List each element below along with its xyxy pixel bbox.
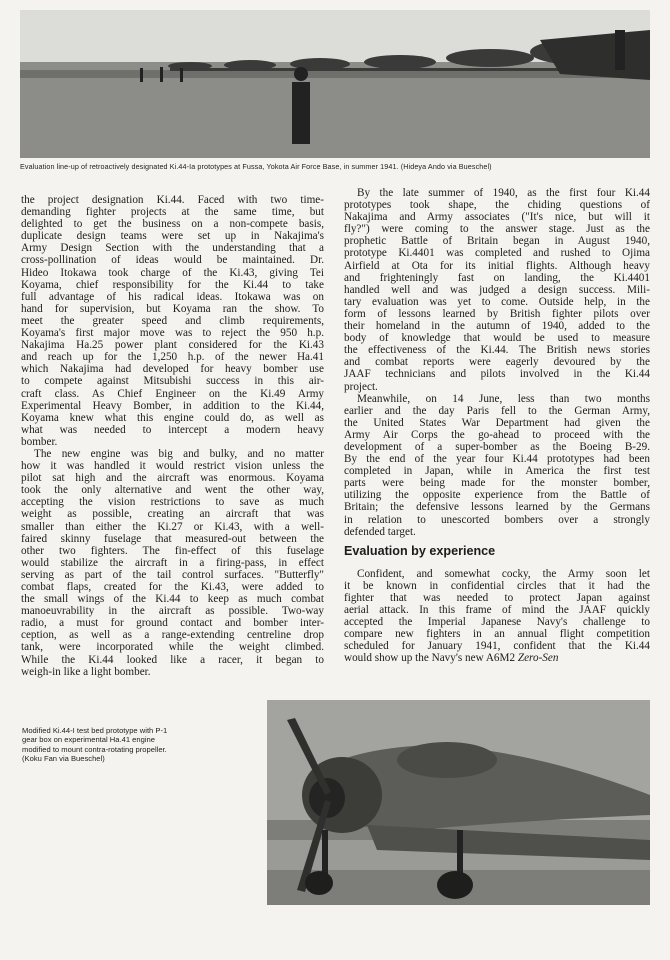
text-line: ception, as well as a range-extending centreline drop: [21, 629, 324, 642]
text-line: their homeland in the autumn of 1940, added to the: [344, 320, 650, 333]
text-line: prophetic Battle of Britain began in August 1940,: [344, 235, 650, 248]
text-line: JAAF technicians and pilots involved in the Ki.44: [344, 368, 650, 381]
caption-line: modified to mount contra-rotating propeller.: [22, 744, 167, 754]
text-line: faired skinny fuselage that measured-out between the: [21, 532, 324, 545]
text-line: defended target.: [344, 525, 416, 538]
text-line: hand for supervision, but Koyama ran the show. To: [21, 302, 324, 315]
text-line: would stabilize the aircraft in a firing-pass, in effect: [21, 556, 324, 569]
text-line: accepting the vision restrictions to save as much: [21, 496, 324, 509]
text-line: delighted to get the business on a non-compete basis,: [21, 218, 324, 231]
text-line: prototypes took shape, the chiding questions of: [344, 199, 650, 212]
text-line: Britain; the defensive lessons learned by the Germans: [344, 501, 650, 514]
text-line: craft class. As Chief Engineer on the Ki.49 Army: [21, 387, 324, 400]
text-line: completed in Japan, while in America the first test: [344, 465, 650, 478]
text-line: and frighteningly fast on landing, the Ki.4401: [344, 271, 650, 284]
text-line: By the end of the year four Ki.44 prototypes had been: [344, 453, 650, 466]
text-line: fly?") were coming to the answer stage. Just as the: [344, 223, 650, 236]
text-line: duplicate design teams were set up in Nakajima's: [21, 230, 324, 243]
text-line: parts were being made for the monster bomber,: [344, 477, 650, 490]
aircraft-prototype-illustration: [267, 700, 650, 905]
text-line: the effectiveness of the Ki.44. The British news stories: [344, 344, 650, 357]
text-line: scheduled for January 1941, confident that the Ki.44: [344, 640, 650, 653]
text-line: Koyama, chief responsibility for the Ki.44 to take: [21, 278, 324, 291]
text-line: to compete against Mitsubishi success in this air-: [21, 375, 324, 388]
text-line: project.: [344, 380, 378, 393]
text-line: Army Air Corps the go-ahead to proceed with the: [344, 428, 650, 441]
text-line: tary evaluation was yet to come. Outside help, in the: [344, 295, 650, 308]
text-line: Army Design Section with the understanding that a: [21, 242, 324, 255]
text-line: Airfield at Ota for its initial flights. Although heavy: [344, 259, 650, 272]
caption-line: gear box on experimental Ha.41 engine: [22, 735, 155, 745]
text-line: meet the greater speed and climb requirements,: [21, 314, 324, 327]
text-line: and reach up for the 1,250 h.p. of the newer Ha.41: [21, 351, 324, 364]
italic-term: Zero-Sen: [517, 652, 559, 665]
text-line: Nakajima and Army associates ("It's nice, but will it: [344, 211, 650, 224]
left-text-column: [21, 194, 324, 678]
section-heading: Evaluation by experience: [344, 543, 496, 558]
text-line: demanding fighter projects at the same time, but: [21, 206, 324, 219]
text-line: tank, were incorporated while the weight climbed.: [21, 641, 324, 654]
text-line: While the Ki.44 looked like a racer, it began to: [21, 653, 324, 666]
text-line: smaller than either the Ki.27 or Ki.43, with a well-: [21, 520, 324, 533]
text-line: Hideo Itokawa took charge of the Ki.43, giving Tei: [21, 266, 324, 279]
text-line: the United States War Department had given the: [344, 416, 650, 429]
text-line: aerial attack. In this frame of mind the JAAF quickly: [344, 604, 650, 616]
text-line: weight as possible, creating an aircraft that was: [21, 508, 324, 521]
aircraft-lineup-illustration: [20, 10, 650, 158]
text-line: development of a super-bomber as the Boeing B-29.: [344, 440, 650, 453]
top-photo: [20, 10, 650, 158]
text-line: cross-pollination of ideas would be maintained. Dr.: [21, 254, 324, 267]
text-line: earlier and the day Paris fell to the German Army,: [344, 404, 650, 417]
text-line: which Nakajima had developed for heavy bomber use: [21, 363, 324, 376]
bottom-photo-caption: [22, 726, 262, 764]
caption-line: (Koku Fan via Bueschel): [22, 754, 105, 764]
text-line: Koyama knew what this engine could do, as well as: [21, 411, 324, 424]
text-line: radio, a must for ground contact and bomber inter-: [21, 617, 324, 630]
text-line-part: would show up the Navy's new A6M2: [344, 652, 518, 665]
text-line: full advantage of his radical ideas. Itokawa was on: [21, 290, 324, 303]
text-line: body of knowledge that would be used to measure: [344, 332, 650, 345]
text-line: in relation to unescorted bombers over a strongly: [344, 513, 650, 526]
text-line: the small wings of the Ki.44 to keep as much combat: [21, 593, 324, 606]
text-line: serving as part of the tail control surfaces. "Butterfly": [21, 568, 324, 581]
text-line: [344, 652, 650, 664]
text-line: manoeuvrability in the aircraft as possible. Two-way: [21, 605, 324, 618]
text-line: Koyama's first major move was to reject the 950 h.p.: [21, 327, 324, 340]
text-line: Confident, and somewhat cocky, the Army soon let: [357, 567, 650, 580]
right-text-column: [344, 187, 650, 664]
text-line: Nakajima Ha.25 power plant considered for the Ki.43: [21, 339, 324, 352]
text-line: pilot sat high and the aircraft was enormous. Koyama: [21, 472, 324, 485]
text-line: compare new fighters in an annual flight competition: [344, 628, 650, 641]
text-line: accepted the Imperial Japanese Navy's challenge to: [344, 616, 650, 629]
text-line: The new engine was big and bulky, and no matter: [34, 447, 324, 460]
text-line: bomber.: [21, 435, 58, 448]
text-line: weigh-in like a light bomber.: [21, 665, 151, 678]
text-line: it be known in confidential circles that it had the: [344, 579, 650, 592]
text-line: prototype Ki.4401 was completed and rushed to Ojima: [344, 247, 650, 260]
text-line: and combat reports were eagerly devoured by the: [344, 356, 650, 369]
text-line: combat flaps, created for the Ki.43, were added to: [21, 581, 324, 593]
text-line: form of lessons learned by British fighter pilots over: [344, 307, 650, 320]
text-line: how it was handled it would restrict vision unless the: [21, 460, 324, 473]
text-line: utilizing the opposite experience from the Battle of: [344, 489, 650, 502]
bottom-photo: [267, 700, 650, 905]
text-line: fighter that was needed to protect Japan against: [344, 591, 650, 604]
text-line: handled well and was judged a design success. Mili-: [344, 283, 650, 296]
top-photo-caption: Evaluation line-up of retroactively designated Ki.44-Ia prototypes at Fussa, Yokota Air Force Base, in summer 1941. (Hideya Ando via Bueschel): [20, 162, 492, 171]
text-line: Meanwhile, on 14 June, less than two months: [357, 392, 650, 405]
caption-line: Modified Ki.44-I test bed prototype with P-1: [22, 726, 168, 735]
text-line: the project designation Ki.44. Faced with two time-: [21, 194, 324, 206]
text-line: what was needed to intercept a modern heavy: [21, 423, 324, 436]
text-line: took the only alternative and went the other way,: [21, 484, 324, 497]
text-line: other two fighters. The fin-effect of this fuselage: [21, 544, 324, 557]
text-line: By the late summer of 1940, as the first four Ki.44: [357, 187, 650, 199]
text-line: Experimental Heavy Bomber, in addition to the Ki.44,: [21, 399, 324, 412]
